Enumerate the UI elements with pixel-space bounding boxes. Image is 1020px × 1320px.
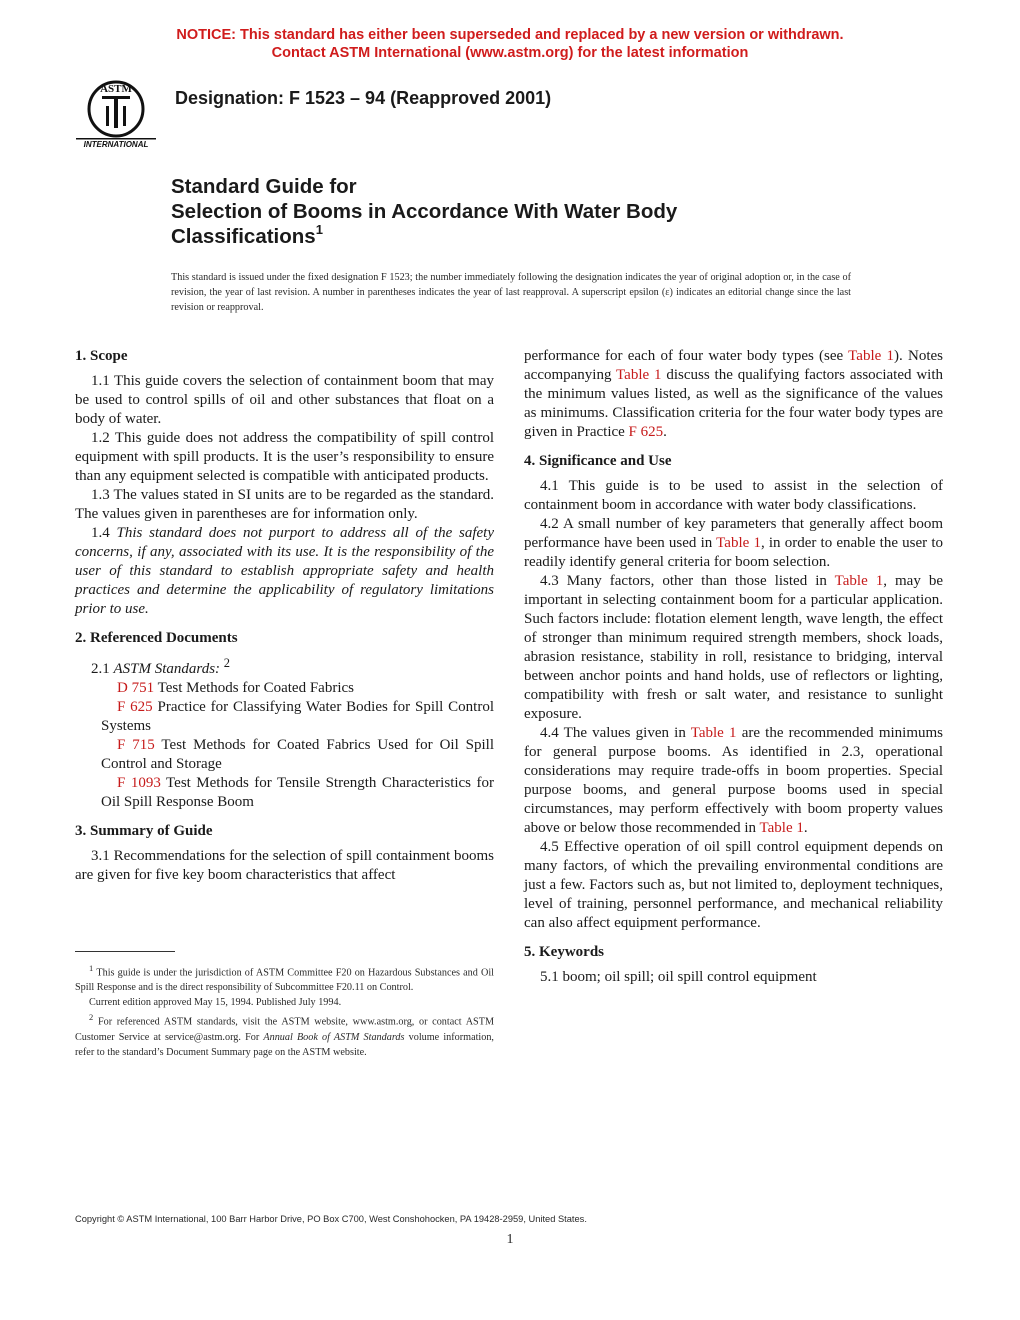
issued-note: This standard is issued under the fixed designation F 1523; the number immediately following the designation indicates the year of original adoption or, in the case of revision, the year of last revision. A number in parentheses indicates the year of last reapproval. A superscript epsilon (ε) indicates an editorial change since the last revision or reapproval. — [171, 272, 851, 313]
notice-line-2: Contact ASTM International (www.astm.org) for the latest information — [271, 45, 749, 61]
ref-link-f1093[interactable]: F 1093 — [117, 775, 161, 791]
summary-heading: 3. Summary of Guide — [75, 823, 213, 839]
footnote-divider — [75, 951, 175, 952]
summary-para-1-continued: performance for each of four water body types (see Table 1). Notes accompanying Table 1 discuss the qualifying factors associated with the minimum values listed, as well as the significance of the values as minimums. Classification criteria for the four water body types are given in Practice F 625. — [524, 348, 943, 440]
logo-caption: INTERNATIONAL — [83, 140, 149, 149]
significance-para-5: 4.5 Effective operation of oil spill control equipment depends on many factors, of which the prevailing environmental conditions are just a few. Factors such as, but not limited to, deployment techniques, level of training, personnel performance, and mechanical reliability can also affect equipment performance. — [524, 839, 943, 931]
scope-para-4: 1.4 This standard does not purport to address all of the safety concerns, if any, associated with its use. It is the responsibility of the user of this standard to establish appropriate safety and health practices and determine the applicability of regulatory limitations prior to use. — [75, 525, 495, 617]
page-number: 1 — [506, 1232, 514, 1247]
significance-para-2: 4.2 A small number of key parameters that generally affect boom performance have been used in Table 1, in order to enable the user to readily identify general criteria for boom selection. — [524, 516, 944, 570]
section-summary — [75, 822, 494, 885]
left-column — [75, 347, 494, 895]
table-1-link[interactable]: Table 1 — [716, 535, 761, 551]
table-1-link[interactable]: Table 1 — [690, 725, 737, 741]
table-1-link[interactable]: Table 1 — [848, 348, 895, 364]
ref-item: D 751 Test Methods for Coated Fabrics — [117, 680, 354, 696]
significance-para-1: 4.1 This guide is to be used to assist in the selection of containment boom in accordance with water body classifications. — [524, 478, 943, 513]
astm-logo — [72, 76, 160, 152]
footnote-1: $^1$ This guide is under the jurisdiction of ASTM Committee F20 on Hazardous Substances and Oil Spill Response and is the direct responsibility of Subcommittee F20.11 on Control. — [75, 963, 495, 994]
title-line-1: Standard Guide for — [171, 175, 357, 198]
significance-para-4: 4.4 The values given in Table 1 are the recommended minimums for general purpose booms. As identified in 2.3, operational considerations may require trade-offs in boom properties. Special purpose booms, and general purpose booms used in special circumstances, may perform effectively with boom property values above or below those recommended in Table 1. — [524, 725, 943, 836]
table-1-link[interactable]: Table 1 — [759, 820, 804, 836]
ref-item: F 625 Practice for Classifying Water Bodies for Spill Control Systems — [101, 699, 495, 734]
copyright: Copyright © ASTM International, 100 Barr Harbor Drive, PO Box C700, West Conshohocken, PA 19428-2959, United States. — [75, 1214, 587, 1224]
ref-link-f625[interactable]: F 625 — [628, 424, 664, 440]
section-significance — [524, 452, 943, 933]
scope-para-2: 1.2 This guide does not address the compatibility of spill control equipment with spill products. It is the user’s responsibility to ensure than any equipment selected is compatible with anticipated products. — [75, 430, 494, 484]
summary-para-1: 3.1 Recommendations for the selection of spill containment booms are given for five key boom characteristics that affect — [75, 848, 494, 883]
summary-continued — [524, 347, 943, 442]
title-line-2: Selection of Booms in Accordance With Water Body — [171, 200, 678, 223]
keywords-para-1: 5.1 boom; oil spill; oil spill control equipment — [540, 969, 817, 985]
significance-heading: 4. Significance and Use — [524, 453, 672, 469]
document-title — [171, 174, 677, 249]
withdrawal-notice — [0, 26, 1020, 62]
ref-item: F 1093 Test Methods for Tensile Strength Characteristics for Oil Spill Response Boom — [101, 775, 494, 810]
footnotes — [75, 961, 494, 1060]
table-1-link[interactable]: Table 1 — [616, 367, 662, 383]
keywords-heading: 5. Keywords — [524, 944, 604, 960]
ref-link-d751[interactable]: D 751 — [117, 680, 155, 696]
ref-link-f715[interactable]: F 715 — [117, 737, 155, 753]
footnote-2: $^2$ For referenced ASTM standards, visit the ASTM website, www.astm.org, or contact ASTM Customer Service at service@astm.org. For Annual Book of ASTM Standards volume information, refer to the standard’s Document Summary page on the ASTM website. — [75, 1012, 495, 1058]
referenced-heading: 2. Referenced Documents — [75, 630, 238, 646]
designation: Designation: F 1523 – 94 (Reapproved 2001) — [175, 88, 552, 108]
section-keywords — [524, 943, 943, 987]
notice-line-1: NOTICE: This standard has either been superseded and replaced by a new version or withdrawn. — [176, 27, 844, 43]
scope-para-3: 1.3 The values stated in SI units are to be regarded as the standard. The values given in parentheses are for information only. — [75, 487, 494, 522]
title-footnote-mark: 1 — [315, 222, 323, 237]
scope-heading: 1. Scope — [75, 348, 128, 364]
logo-lettering: ASTM — [100, 83, 132, 95]
significance-para-3: 4.3 Many factors, other than those listed in Table 1, may be important in selecting containment boom for a particular application. Such factors include: flotation element length, wave length, the effect of stronger than minimum required strength members, shock loads, abrasion resistance, stability in roll, resistance to bridging, interval between anchor points and hand holds, use of reflectors or lighting, compatibility with fresh or salt water, and resistance to sunlight exposure. — [524, 573, 944, 722]
table-1-link[interactable]: Table 1 — [834, 573, 884, 589]
footnote-1-approval: Current edition approved May 15, 1994. Published July 1994. — [89, 997, 342, 1009]
ref-item: F 715 Test Methods for Coated Fabrics Used for Oil Spill Control and Storage — [101, 737, 495, 772]
ref-link-f625[interactable]: F 625 — [117, 699, 153, 715]
section-referenced-documents — [75, 629, 494, 812]
astm-standards-intro: 2.1 ASTM Standards: $^2$ — [91, 656, 231, 677]
scope-para-1: 1.1 This guide covers the selection of containment boom that may be used to control spills of oil and other substances that float on a body of water. — [75, 373, 494, 427]
title-line-3: Classifications$^1$ — [171, 222, 323, 248]
section-scope — [75, 347, 494, 619]
right-column — [524, 347, 943, 997]
